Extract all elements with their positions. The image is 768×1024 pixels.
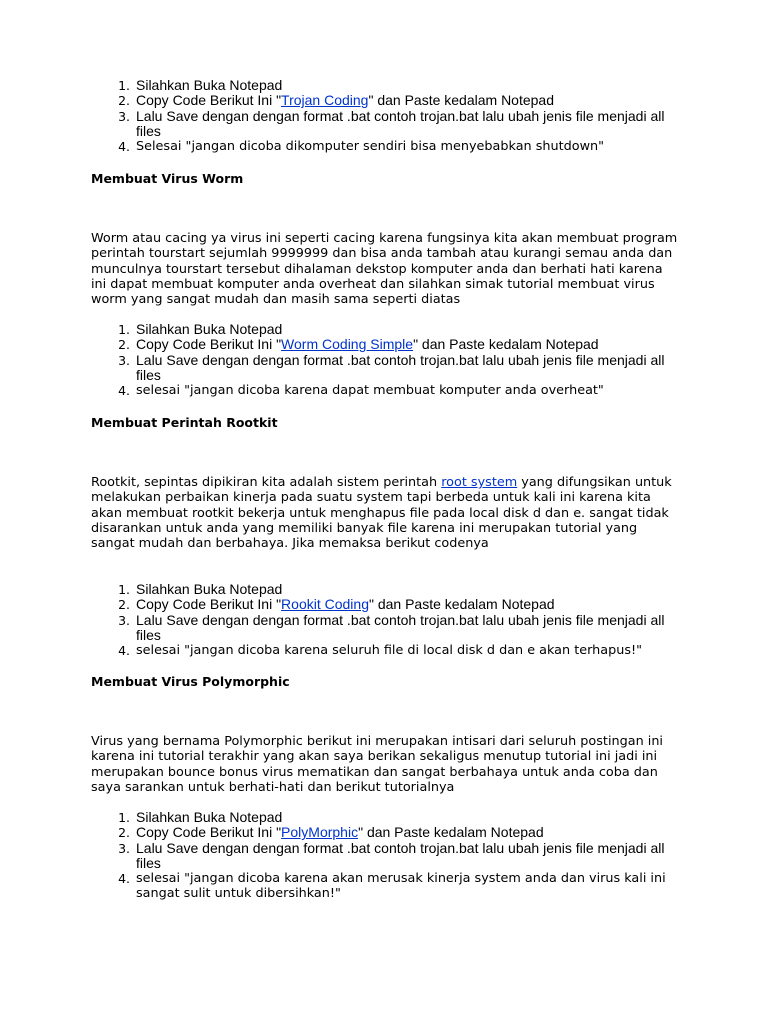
polymorphic-link[interactable]: PolyMorphic (281, 824, 359, 841)
list-item: Silahkan Buka Notepad (136, 581, 283, 597)
rootkit-heading: Membuat Perintah Rootkit (91, 415, 278, 430)
worm-steps-list (0, 322, 676, 398)
list-item: Copy Code Berikut Ini "Trojan Coding" dan Paste kedalam Notepad (136, 92, 555, 109)
list-item: Silahkan Buka Notepad (136, 809, 283, 825)
polymorphic-steps-block (0, 810, 676, 902)
rookit-coding-link[interactable]: Rookit Coding (281, 596, 369, 613)
worm-heading: Membuat Virus Worm (91, 171, 244, 186)
list-item: selesai "jangan dicoba karena akan merusak kinerja system anda dan virus kali ini sangat sulit untuk dibersihkan!" (136, 871, 666, 902)
worm-paragraph: Worm atau cacing ya virus ini seperti cacing karena fungsinya kita akan membuat program perintah tourstart sejumlah 9999999 dan bisa anda tambah atau kurangi semau anda dan munculnya tourstart tersebut dihalaman dekstop komputer anda dan berhati hati karena ini dapat membuat komputer anda overheat dan silahkan simak tutorial membuat virus worm yang sangat mudah dan masih sama seperti diatas (91, 231, 678, 308)
list-item: Copy Code Berikut Ini "PolyMorphic" dan Paste kedalam Notepad (136, 824, 544, 841)
list-item: Copy Code Berikut Ini "Worm Coding Simple" dan Paste kedalam Notepad (136, 336, 599, 353)
polymorphic-heading: Membuat Virus Polymorphic (91, 674, 290, 689)
rootkit-steps-block (0, 582, 676, 658)
trojan-coding-link[interactable]: Trojan Coding (281, 92, 369, 109)
worm-steps-block (0, 322, 676, 398)
list-item: Lalu Save dengan dengan format .bat contoh trojan.bat lalu ubah jenis file menjadi all files (136, 107, 665, 139)
trojan-steps-block (0, 78, 676, 154)
list-item: selesai "jangan dicoba karena seluruh file di local disk d dan e akan terhapus!" (136, 643, 643, 659)
list-item: Lalu Save dengan dengan format .bat contoh trojan.bat lalu ubah jenis file menjadi all files (136, 839, 665, 871)
worm-coding-simple-link[interactable]: Worm Coding Simple (281, 336, 414, 353)
list-item: Selesai "jangan dicoba dikomputer sendiri bisa menyebabkan shutdown" (136, 139, 605, 155)
list-item: Lalu Save dengan dengan format .bat contoh trojan.bat lalu ubah jenis file menjadi all files (136, 351, 665, 383)
list-item: Copy Code Berikut Ini "Rookit Coding" dan Paste kedalam Notepad (136, 596, 555, 613)
rootkit-paragraph: Rootkit, sepintas dipikiran kita adalah sistem perintah root system yang difungsikan untuk melakukan perbaikan kinerja pada suatu system tapi berbeda untuk kali ini karena kita akan membuat rootkit bekerja untuk menghapus file pada local disk d dan e. sangat tidak disarankan untuk anda yang memiliki banyak file karena ini merupakan tutorial yang sangat mudah dan berbahaya. Jika memaksa berikut codenya (91, 475, 672, 552)
polymorphic-paragraph: Virus yang bernama Polymorphic berikut ini merupakan intisari dari seluruh postingan ini karena ini tutorial terakhir yang akan saya berikan sekaligus menutup tutorial ini jadi ini merupakan bounce bonus virus mematikan dan sangat berbahaya untuk anda coba dan saya sarankan untuk berhati-hati dan berikut tutorialnya (91, 734, 663, 795)
list-item: Lalu Save dengan dengan format .bat contoh trojan.bat lalu ubah jenis file menjadi all files (136, 611, 665, 643)
list-item: Silahkan Buka Notepad (136, 321, 283, 337)
list-item: selesai "jangan dicoba karena dapat membuat komputer anda overheat" (136, 383, 604, 399)
trojan-steps-list (0, 78, 676, 154)
polymorphic-steps-list (0, 810, 676, 902)
root-system-link[interactable]: root system (441, 475, 518, 490)
rootkit-steps-list (0, 582, 676, 658)
list-item: Silahkan Buka Notepad (136, 77, 283, 93)
